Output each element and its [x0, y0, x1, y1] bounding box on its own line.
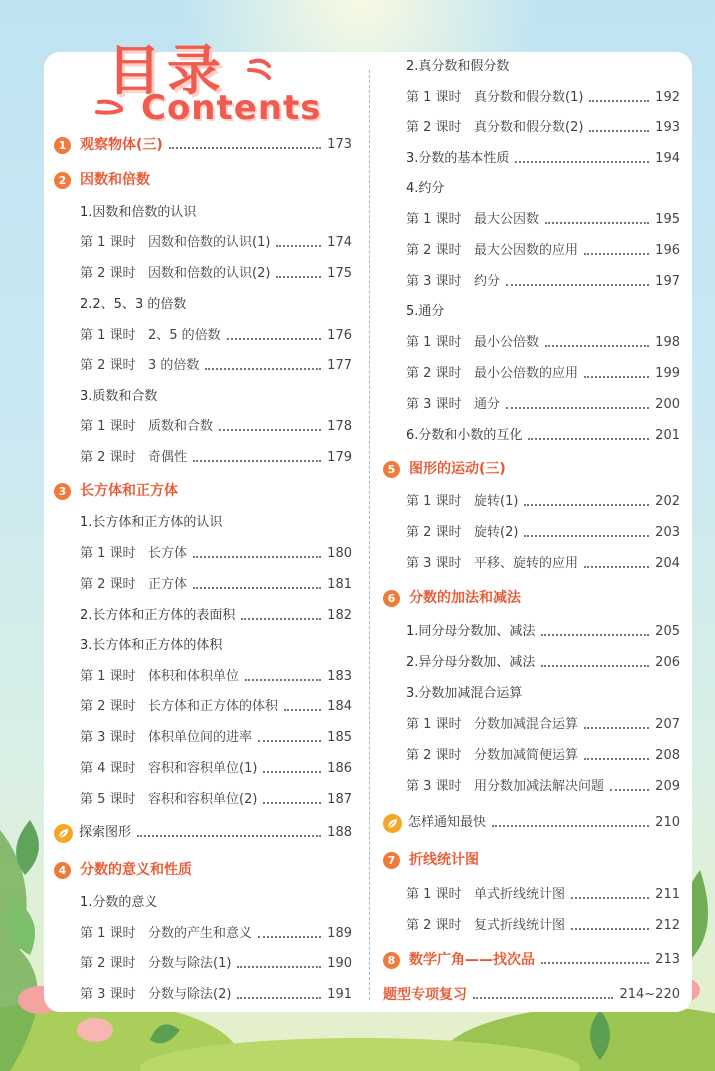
entry-title: 最小公倍数的应用	[474, 366, 579, 381]
page-number: 192	[655, 90, 680, 105]
title-english: Contents	[141, 88, 322, 128]
page-number: 180	[327, 546, 352, 561]
entry-title: 平移、旋转的应用	[474, 556, 579, 571]
toc-entry-review[interactable]	[383, 984, 680, 1006]
chapter-number-badge: 8	[383, 952, 400, 969]
entry-title: 用分数加减法解决问题	[474, 779, 605, 794]
leader-dots	[524, 504, 649, 506]
lesson-number: 第 3 课时	[80, 987, 136, 1002]
page-number: 189	[327, 926, 352, 941]
page-number: 202	[655, 494, 680, 509]
entry-title: 1.因数和倍数的认识	[80, 205, 197, 220]
lesson-number: 第 1 课时	[80, 328, 136, 343]
entry-title: 质数和合数	[148, 419, 214, 434]
entry-title: 3.长方体和正方体的体积	[80, 638, 223, 653]
leader-dots	[258, 936, 321, 938]
entry-title: 单式折线统计图	[474, 887, 566, 902]
page-number: 207	[655, 717, 680, 732]
leader-dots	[571, 897, 649, 899]
toc-entry-lesson[interactable]	[406, 884, 680, 906]
toc-entry-lesson[interactable]	[406, 915, 680, 937]
page-number: 195	[655, 212, 680, 227]
toc-entry-lesson[interactable]	[406, 87, 680, 109]
lesson-number: 第 1 课时	[80, 546, 136, 561]
lesson-number: 第 1 课时	[406, 887, 462, 902]
lesson-number: 第 2 课时	[80, 358, 136, 373]
leader-dots	[545, 222, 649, 224]
leader-dots	[219, 429, 321, 431]
leader-dots	[492, 825, 649, 827]
toc-entry-chapter[interactable]	[54, 134, 352, 156]
lesson-number: 第 1 课时	[406, 212, 462, 227]
page-number: 188	[327, 825, 352, 840]
page-number: 176	[327, 328, 352, 343]
leader-dots	[545, 345, 649, 347]
entry-title: 最小公倍数	[474, 335, 540, 350]
leader-dots	[276, 245, 321, 247]
entry-title: 奇偶性	[148, 450, 188, 465]
entry-title: 长方体和正方体的体积	[148, 699, 279, 714]
page-number: 182	[327, 608, 352, 623]
page-number: 204	[655, 556, 680, 571]
page-number: 203	[655, 525, 680, 540]
toc-entry-lesson[interactable]	[80, 696, 352, 718]
lesson-number: 第 1 课时	[80, 669, 136, 684]
page-number: 196	[655, 243, 680, 258]
toc-entry-lesson[interactable]	[80, 727, 352, 749]
entry-title: 体积和体积单位	[148, 669, 240, 684]
toc-entry-lesson[interactable]	[406, 553, 680, 575]
chapter-number-badge: 2	[54, 172, 71, 189]
entry-title: 1.分数的意义	[80, 895, 158, 910]
entry-title: 因数和倍数的认识(1)	[148, 235, 271, 250]
entry-title: 题型专项复习	[383, 987, 467, 1003]
toc-entry-special[interactable]	[383, 812, 680, 834]
chapter-number-badge: 7	[383, 852, 400, 869]
entry-title: 分数的产生和意义	[148, 926, 253, 941]
leader-dots	[245, 679, 321, 681]
leader-dots	[205, 368, 321, 370]
leader-dots	[263, 802, 321, 804]
entry-title: 6.分数和小数的互化	[406, 428, 523, 443]
leader-dots	[506, 407, 649, 409]
page-number: 198	[655, 335, 680, 350]
title-chinese: 目录	[107, 39, 227, 102]
toc-entry-lesson[interactable]	[80, 758, 352, 780]
entry-title: 探索图形	[79, 825, 132, 840]
entry-title: 长方体和正方体	[80, 483, 178, 499]
toc-entry-lesson[interactable]	[80, 447, 352, 469]
entry-title: 3.分数的基本性质	[406, 151, 510, 166]
leader-dots	[473, 997, 613, 999]
page-number: 206	[655, 655, 680, 670]
toc-entry-lesson[interactable]	[406, 394, 680, 416]
chapter-number-badge: 1	[54, 137, 71, 154]
toc-entry-section[interactable]	[406, 621, 680, 643]
entry-title: 5.通分	[406, 304, 445, 319]
entry-title: 观察物体(三)	[80, 137, 163, 153]
leader-dots	[584, 376, 649, 378]
entry-title: 2、5 的倍数	[148, 328, 221, 343]
toc-entry-lesson[interactable]	[406, 332, 680, 354]
lesson-number: 第 3 课时	[406, 274, 462, 289]
toc-entry-lesson[interactable]	[80, 666, 352, 688]
lesson-number: 第 2 课时	[80, 266, 136, 281]
entry-title: 最大公因数	[474, 212, 540, 227]
leader-dots	[258, 740, 321, 742]
toc-entry-section[interactable]	[406, 683, 680, 705]
toc-entry-section[interactable]	[406, 301, 680, 323]
leader-dots	[276, 276, 321, 278]
page-title	[95, 28, 325, 138]
entry-title: 最大公因数的应用	[474, 243, 579, 258]
page-number: 185	[327, 730, 352, 745]
entry-title: 3.分数加减混合运算	[406, 686, 523, 701]
toc-entry-section[interactable]	[80, 512, 352, 534]
toc-entry-special[interactable]	[54, 822, 352, 844]
page-number: 213	[655, 952, 680, 967]
toc-entry-chapter[interactable]	[383, 458, 680, 480]
toc-entry-chapter[interactable]	[383, 849, 680, 871]
entry-title: 怎样通知最快	[408, 815, 487, 830]
leader-dots	[506, 284, 649, 286]
toc-entry-lesson[interactable]	[406, 776, 680, 798]
leader-dots	[515, 161, 649, 163]
leader-dots	[284, 709, 321, 711]
entry-title: 数学广角——找次品	[409, 952, 535, 968]
swirl-decoration-icon	[95, 96, 135, 120]
leaf-icon	[383, 814, 402, 833]
page-number: 200	[655, 397, 680, 412]
entry-title: 体积单位间的进率	[148, 730, 253, 745]
toc-entry-lesson[interactable]	[406, 714, 680, 736]
entry-title: 因数和倍数	[80, 172, 150, 188]
leader-dots	[571, 928, 649, 930]
page-number: 211	[655, 887, 680, 902]
lesson-number: 第 2 课时	[406, 748, 462, 763]
toc-entry-lesson[interactable]	[406, 271, 680, 293]
lesson-number: 第 2 课时	[80, 699, 136, 714]
lesson-number: 第 2 课时	[406, 525, 462, 540]
lesson-number: 第 1 课时	[406, 717, 462, 732]
toc-entry-section[interactable]	[406, 652, 680, 674]
entry-title: 分数与除法(2)	[148, 987, 232, 1002]
page-number: 197	[655, 274, 680, 289]
toc-entry-lesson[interactable]	[80, 923, 352, 945]
page-number: 181	[327, 577, 352, 592]
swirl-decoration-icon	[245, 56, 275, 82]
toc-entry-lesson[interactable]	[80, 325, 352, 347]
leader-dots	[541, 634, 649, 636]
toc-entry-lesson[interactable]	[406, 491, 680, 513]
leader-dots	[584, 566, 649, 568]
page-number: 201	[655, 428, 680, 443]
leader-dots	[263, 771, 321, 773]
entry-title: 3 的倍数	[148, 358, 200, 373]
entry-title: 真分数和假分数(1)	[474, 90, 584, 105]
toc-entry-lesson[interactable]	[406, 117, 680, 139]
toc-entry-lesson[interactable]	[80, 789, 352, 811]
lesson-number: 第 1 课时	[80, 926, 136, 941]
lesson-number: 第 3 课时	[406, 556, 462, 571]
entry-title: 通分	[474, 397, 501, 412]
leader-dots	[169, 147, 321, 149]
lesson-number: 第 1 课时	[406, 494, 462, 509]
leader-dots	[584, 727, 649, 729]
page-number: 190	[327, 956, 352, 971]
lesson-number: 第 3 课时	[406, 779, 462, 794]
entry-title: 因数和倍数的认识(2)	[148, 266, 271, 281]
toc-entry-section[interactable]	[80, 202, 352, 224]
leader-dots	[541, 665, 649, 667]
chapter-number-badge: 6	[383, 590, 400, 607]
page-number: 209	[655, 779, 680, 794]
entry-title: 2.异分母分数加、减法	[406, 655, 536, 670]
toc-entry-lesson[interactable]	[80, 543, 352, 565]
leader-dots	[584, 758, 649, 760]
page-number: 179	[327, 450, 352, 465]
page-number: 208	[655, 748, 680, 763]
lesson-number: 第 1 课时	[406, 90, 462, 105]
toc-entry-lesson[interactable]	[406, 209, 680, 231]
page-number: 186	[327, 761, 352, 776]
column-divider	[369, 70, 370, 1000]
leader-dots	[193, 460, 321, 462]
entry-title: 4.约分	[406, 181, 445, 196]
page-number: 193	[655, 120, 680, 135]
entry-title: 分数的意义和性质	[80, 862, 192, 878]
toc-entry-section[interactable]	[80, 386, 352, 408]
page-number: 174	[327, 235, 352, 250]
lesson-number: 第 1 课时	[80, 235, 136, 250]
lesson-number: 第 2 课时	[406, 918, 462, 933]
toc-entry-section[interactable]	[80, 892, 352, 914]
toc-entry-lesson[interactable]	[406, 363, 680, 385]
entry-title: 图形的运动(三)	[409, 461, 506, 477]
leader-dots	[528, 438, 649, 440]
lesson-number: 第 2 课时	[406, 243, 462, 258]
entry-title: 2.真分数和假分数	[406, 59, 510, 74]
chapter-number-badge: 3	[54, 483, 71, 500]
entry-title: 2.2、5、3 的倍数	[80, 297, 187, 312]
leader-dots	[237, 997, 321, 999]
toc-entry-section[interactable]	[406, 178, 680, 200]
entry-title: 旋转(2)	[474, 525, 519, 540]
toc-entry-chapter[interactable]	[54, 480, 352, 502]
lesson-number: 第 2 课时	[80, 450, 136, 465]
page-number: 210	[655, 815, 680, 830]
toc-entry-chapter[interactable]	[54, 169, 352, 191]
leader-dots	[193, 587, 321, 589]
toc-entry-lesson[interactable]	[80, 416, 352, 438]
lesson-number: 第 2 课时	[80, 956, 136, 971]
leader-dots	[193, 556, 321, 558]
leaf-icon	[54, 824, 73, 843]
leader-dots	[137, 835, 321, 837]
entry-title: 分数的加法和减法	[409, 590, 521, 606]
entry-title: 容积和容积单位(2)	[148, 792, 258, 807]
toc-entry-chapter[interactable]	[54, 859, 352, 881]
lesson-number: 第 2 课时	[406, 120, 462, 135]
entry-title: 长方体	[148, 546, 188, 561]
page-number: 183	[327, 669, 352, 684]
lesson-number: 第 2 课时	[406, 366, 462, 381]
toc-entry-lesson[interactable]	[406, 745, 680, 767]
leader-dots	[227, 338, 321, 340]
entry-title: 2.长方体和正方体的表面积	[80, 608, 236, 623]
toc-entry-lesson[interactable]	[406, 522, 680, 544]
leader-dots	[237, 966, 321, 968]
entry-title: 旋转(1)	[474, 494, 519, 509]
toc-entry-lesson[interactable]	[80, 263, 352, 285]
entry-title: 分数与除法(1)	[148, 956, 232, 971]
toc-entry-lesson[interactable]	[80, 355, 352, 377]
page-number: 187	[327, 792, 352, 807]
leader-dots	[589, 100, 649, 102]
toc-entry-chapter[interactable]	[383, 949, 680, 971]
toc-entry-lesson[interactable]	[80, 574, 352, 596]
leader-dots	[524, 535, 649, 537]
lesson-number: 第 2 课时	[80, 577, 136, 592]
toc-entry-section[interactable]	[406, 148, 680, 170]
leader-dots	[541, 962, 649, 964]
page-number: 199	[655, 366, 680, 381]
entry-title: 折线统计图	[409, 852, 479, 868]
toc-entry-lesson[interactable]	[80, 232, 352, 254]
leader-dots	[610, 789, 649, 791]
lesson-number: 第 4 课时	[80, 761, 136, 776]
leader-dots	[589, 130, 649, 132]
toc-entry-lesson[interactable]	[406, 240, 680, 262]
entry-title: 1.长方体和正方体的认识	[80, 515, 223, 530]
chapter-number-badge: 4	[54, 862, 71, 879]
entry-title: 分数加减简便运算	[474, 748, 579, 763]
entry-title: 1.同分母分数加、减法	[406, 624, 536, 639]
leader-dots	[584, 253, 649, 255]
entry-title: 分数加减混合运算	[474, 717, 579, 732]
toc-entry-chapter[interactable]	[383, 587, 680, 609]
toc-entry-section[interactable]	[406, 425, 680, 447]
entry-title: 约分	[474, 274, 501, 289]
entry-title: 复式折线统计图	[474, 918, 566, 933]
page-number: 184	[327, 699, 352, 714]
lesson-number: 第 3 课时	[406, 397, 462, 412]
page-number: 173	[327, 137, 352, 152]
toc-entry-section[interactable]	[80, 605, 352, 627]
toc-entry-section[interactable]	[80, 294, 352, 316]
page-number: 175	[327, 266, 352, 281]
toc-entry-lesson[interactable]	[80, 984, 352, 1006]
lesson-number: 第 1 课时	[406, 335, 462, 350]
lesson-number: 第 1 课时	[80, 419, 136, 434]
entry-title: 3.质数和合数	[80, 389, 158, 404]
toc-entry-lesson[interactable]	[80, 953, 352, 975]
page-number: 194	[655, 151, 680, 166]
page-number: 214~220	[619, 987, 680, 1002]
page-number: 205	[655, 624, 680, 639]
lesson-number: 第 3 课时	[80, 730, 136, 745]
toc-entry-section[interactable]	[80, 635, 352, 657]
entry-title: 容积和容积单位(1)	[148, 761, 258, 776]
page-number: 178	[327, 419, 352, 434]
entry-title: 真分数和假分数(2)	[474, 120, 584, 135]
leader-dots	[241, 618, 321, 620]
page-number: 212	[655, 918, 680, 933]
page-number: 191	[327, 987, 352, 1002]
page-number: 177	[327, 358, 352, 373]
toc-entry-section[interactable]	[406, 56, 680, 78]
chapter-number-badge: 5	[383, 461, 400, 478]
lesson-number: 第 5 课时	[80, 792, 136, 807]
entry-title: 正方体	[148, 577, 188, 592]
